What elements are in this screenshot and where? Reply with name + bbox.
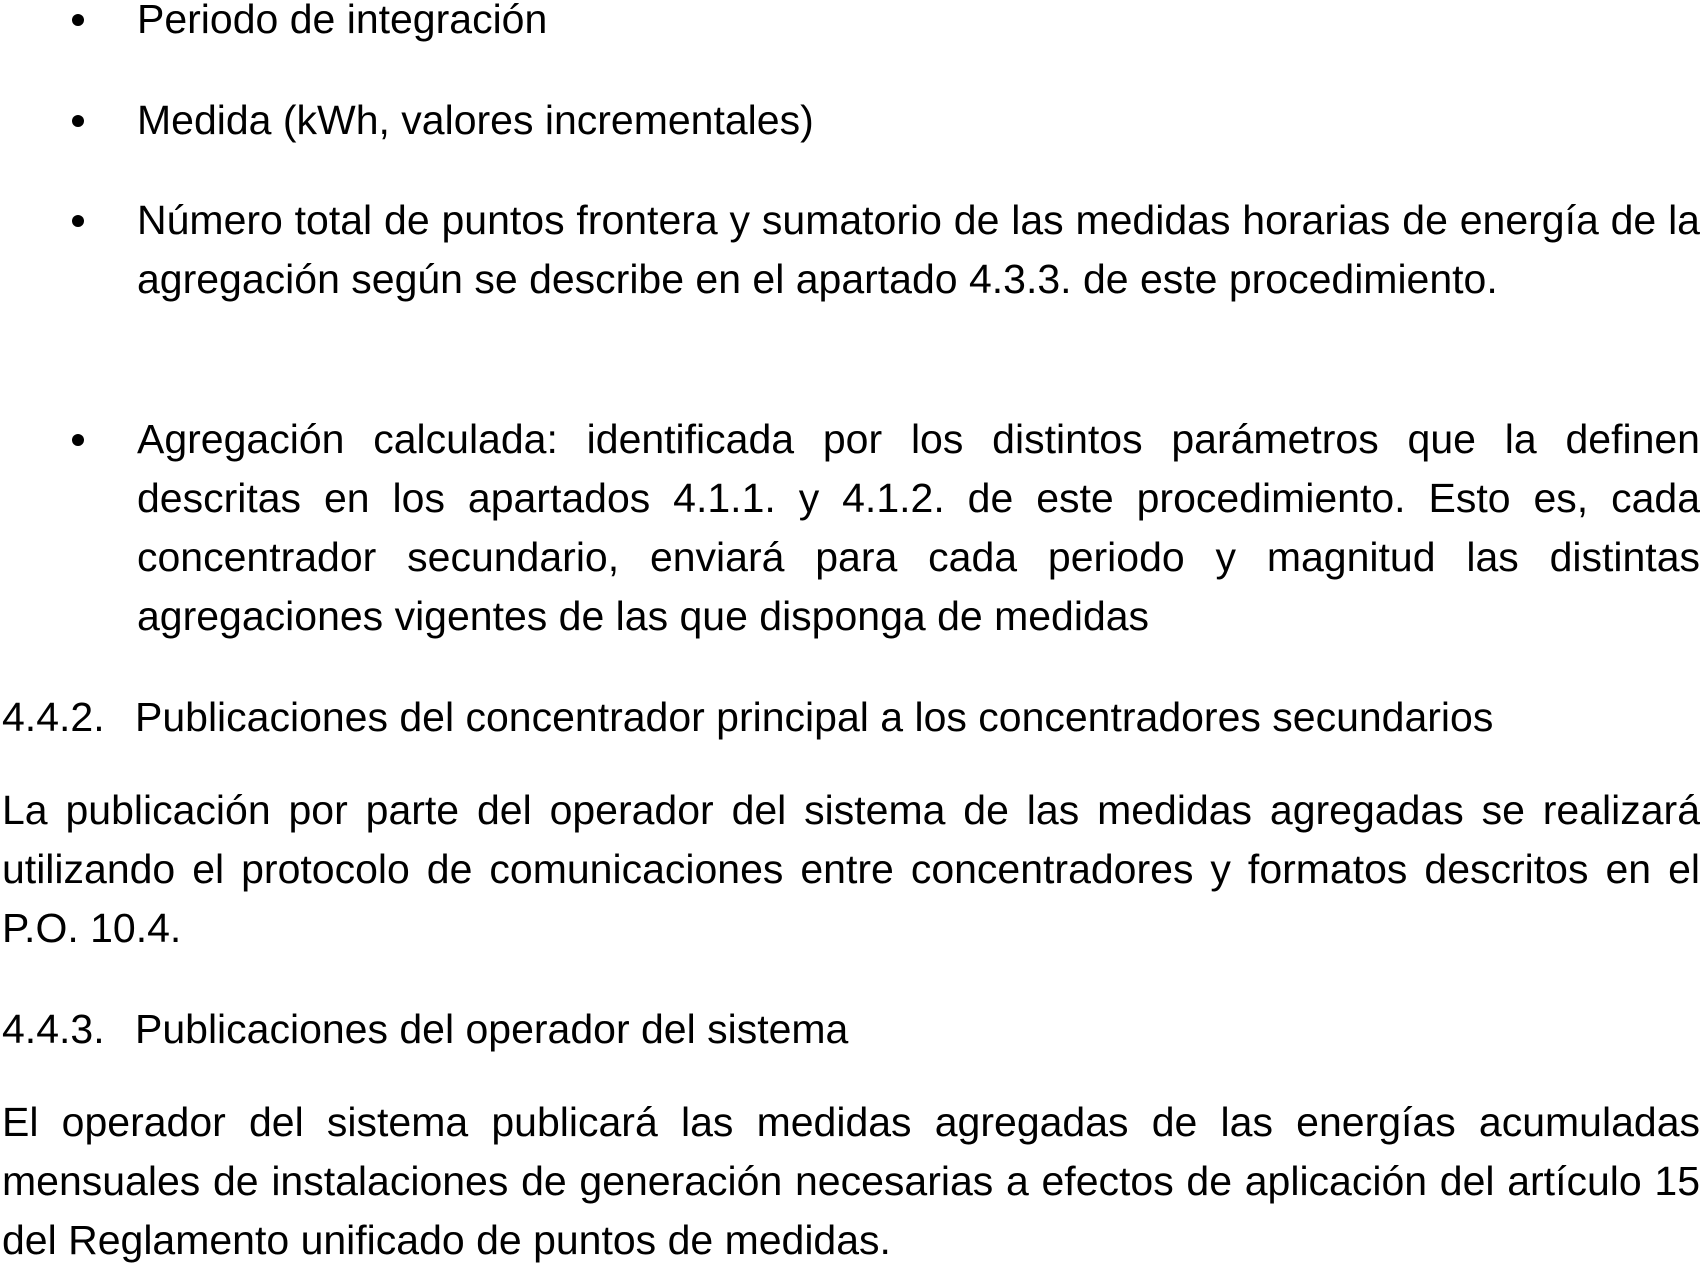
section-number: 4.4.3.: [2, 1006, 105, 1052]
bullet-icon: [72, 14, 84, 26]
list-item-text: Agregación calculada: identificada por los distintos parámetros que la definen descritas en los apartados 4.1.1. y 4.1.2. de este procedimiento. Esto es, cada concentrador secundario, enviará para cada periodo y magnitud las distintas agregaciones vigentes de las que disponga de medidas: [137, 416, 1700, 639]
bullet-icon: [72, 115, 84, 127]
section-title: Publicaciones del operador del sistema: [135, 1006, 849, 1052]
list-item-text: Número total de puntos frontera y sumatorio de las medidas horarias de energía de la agregación según se describe en el apartado 4.3.3. de este procedimiento.: [137, 197, 1700, 302]
bullet-icon: [72, 215, 84, 227]
section-heading: [2, 1000, 1700, 1059]
section-paragraph: La publicación por parte del operador del sistema de las medidas agregadas se realizará utilizando el protocolo de comunicaciones entre concentradores y formatos descritos en el P.O. 10.4.: [2, 787, 1700, 951]
section-paragraph: El operador del sistema publicará las medidas agregadas de las energías acumuladas mensuales de instalaciones de generación necesarias a efectos de aplicación del artículo 15 del Reglamento unificado de puntos de medidas.: [2, 1099, 1700, 1263]
section-number: 4.4.2.: [2, 694, 105, 740]
list-item-text: Periodo de integración: [137, 0, 548, 42]
section-title: Publicaciones del concentrador principal a los concentradores secundarios: [135, 694, 1494, 740]
list-item-text: Medida (kWh, valores incrementales): [137, 97, 814, 143]
section-heading: [2, 688, 1700, 747]
bullet-icon: [72, 434, 84, 446]
